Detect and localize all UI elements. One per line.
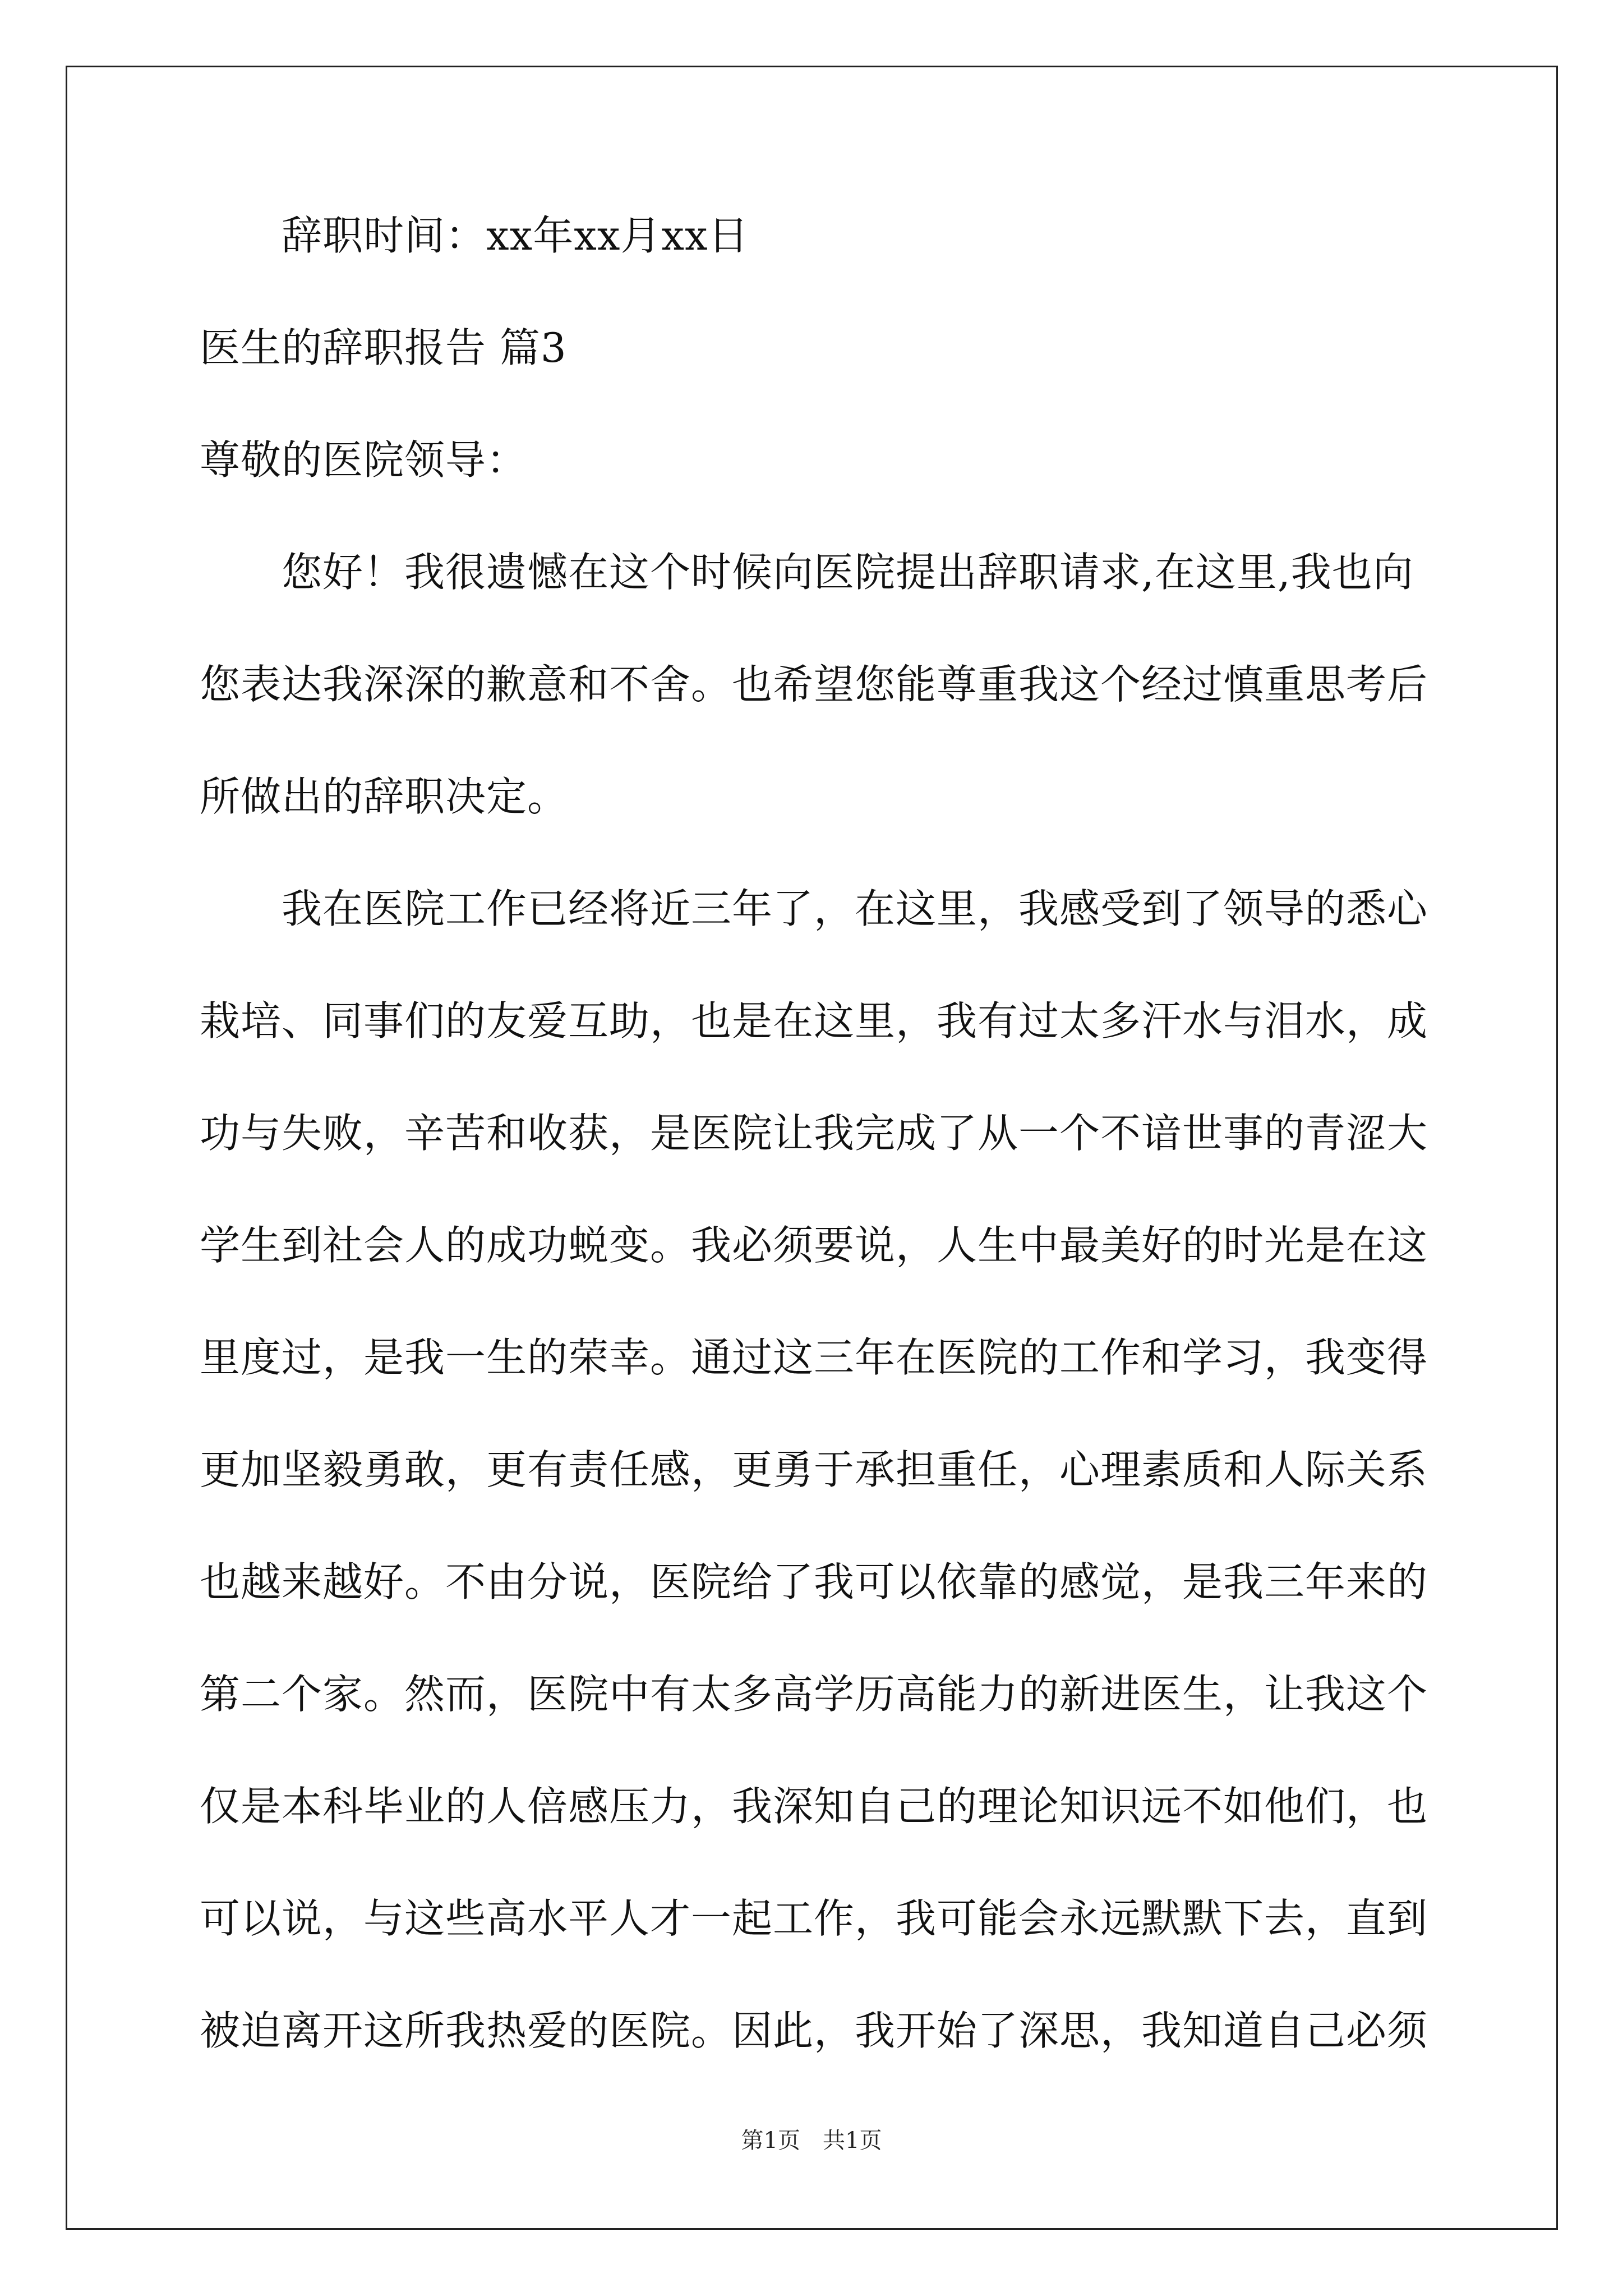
paragraph-line: 里度过，是我一生的荣幸。通过这三年在医院的工作和学习，我变得 (200, 1334, 1428, 1381)
paragraph-line: 我在医院工作已经将近三年了，在这里，我感受到了领导的悉心 (282, 885, 1428, 932)
paragraph-line: 第二个家。然而，医院中有太多高学历高能力的新进医生，让我这个 (200, 1671, 1428, 1718)
paragraph-line: 栽培、同事们的友爱互助，也是在这里，我有过太多汗水与泪水，成 (200, 997, 1428, 1045)
salutation: 尊敬的医院领导： (200, 436, 528, 484)
section-title: 医生的辞职报告 篇3 (200, 324, 567, 371)
paragraph-2 (200, 881, 1428, 2115)
page-footer: 第1页 共1页 (741, 2128, 882, 2154)
paragraph-line: 您表达我深深的歉意和不舍。也希望您能尊重我这个经过慎重思考后 (200, 661, 1428, 708)
paragraph-line: 仅是本科毕业的人倍感压力，我深知自己的理论知识远不如他们，也 (200, 1783, 1428, 1830)
paragraph-line: 可以说，与这些高水平人才一起工作，我可能会永远默默下去，直到 (200, 1895, 1428, 1942)
paragraph-1 (200, 544, 1428, 881)
resign-time: 辞职时间：xx年xx月xx日 (282, 212, 749, 259)
paragraph-line: 功与失败，辛苦和收获，是医院让我完成了从一个不谙世事的青涩大 (200, 1110, 1428, 1157)
paragraph-line: 学生到社会人的成功蜕变。我必须要说，人生中最美好的时光是在这 (200, 1222, 1428, 1269)
document-body (200, 208, 1428, 2115)
paragraph-line: 更加坚毅勇敢，更有责任感，更勇于承担重任，心理素质和人际关系 (200, 1446, 1428, 1493)
paragraph-line: 所做出的辞职决定。 (200, 773, 569, 820)
paragraph-line: 被迫离开这所我热爱的医院。因此，我开始了深思，我知道自己必须 (200, 2007, 1428, 2054)
paragraph-line: 也越来越好。不由分说，医院给了我可以依靠的感觉，是我三年来的 (200, 1558, 1428, 1605)
paragraph-line: 您好！我很遗憾在这个时候向医院提出辞职请求,在这里,我也向 (282, 549, 1414, 596)
